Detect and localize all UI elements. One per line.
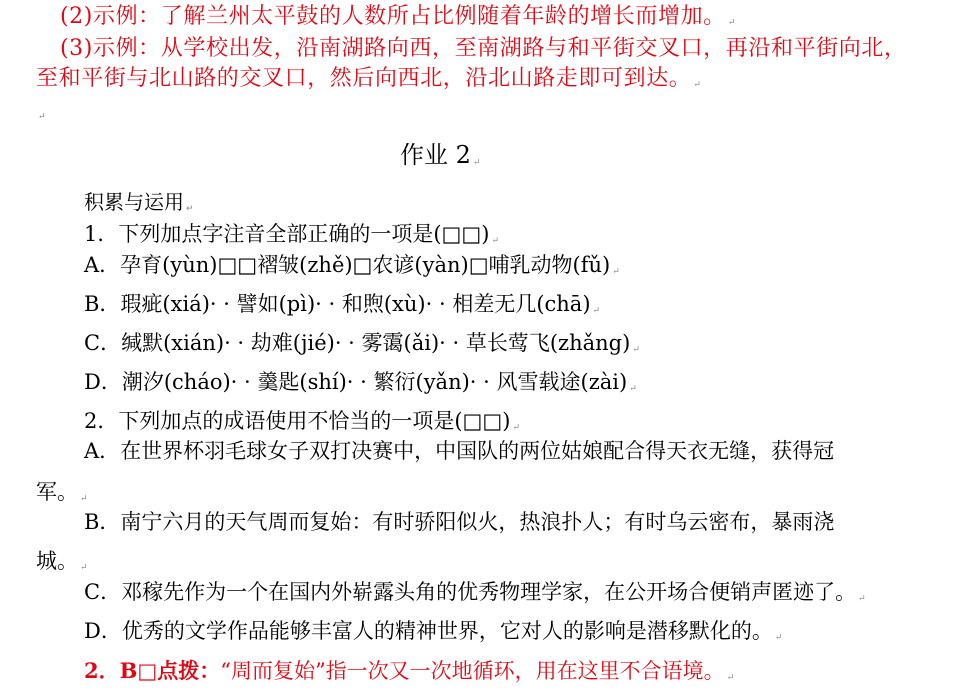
paragraph-mark-icon: ↵: [512, 423, 520, 433]
question-1-stem: 1．下列加点字注音全部正确的一项是(□□) ↵: [84, 222, 499, 246]
paragraph-mark-icon: ↵: [592, 306, 601, 316]
question-2-option-b-cont: 城。 ↵: [36, 549, 88, 573]
question-1-option-a: A．孕育(yùn)□□褶皱(zhě)□农谚(yàn)□哺乳动物(fǔ) ↵: [84, 253, 620, 277]
paragraph-mark-icon: ↵: [38, 112, 46, 122]
answer-2-line: (2)示例：了解兰州太平鼓的人数所占比例随着年龄的增长而增加。 ↵: [60, 4, 736, 29]
question-2-option-d: D．优秀的文学作品能够丰富人的精神世界，它对人的影响是潜移默化的。 ↵: [84, 619, 783, 643]
paragraph-mark-icon: ↵: [629, 384, 637, 394]
question-2-option-a-cont: 军。 ↵: [36, 480, 88, 504]
question-2-option-b: B．南宁六月的天气周而复始：有时骄阳似火，热浪扑人；有时乌云密布，暴雨浇: [84, 510, 835, 534]
question-1-option-b: B．瑕疵(xiá)· · 譬如(pì)· · 和煦(xù)· · 相差无几(chā) ↵: [84, 292, 601, 316]
question-1-option-d: D．潮汐(cháo)· · 羹匙(shí)· · 繁衍(yǎn)· · 风雪载途(zài) ↵: [84, 370, 637, 394]
paragraph-mark-icon: ↵: [80, 563, 88, 573]
paragraph-mark-icon: ↵: [186, 204, 194, 214]
paragraph-mark-icon: ↵: [80, 494, 88, 504]
paragraph-mark-icon: ↵: [491, 236, 499, 246]
question-2-option-c: C．邓稼先作为一个在国内外崭露头角的优秀物理学家，在公开场合便销声匿迹了。 ↵: [84, 580, 866, 604]
paragraph-mark-icon: ↵: [727, 18, 736, 28]
paragraph-mark-icon: ↵: [612, 267, 620, 277]
section-heading: 积累与运用 ↵: [84, 190, 194, 214]
answer-2-explanation: 2．B□点拨：“周而复始”指一次又一次地循环，用在这里不合语境。 ↵: [84, 658, 735, 683]
paragraph-mark-icon: ↵: [858, 594, 866, 604]
question-2-stem: 2．下列加点的成语使用不恰当的一项是(□□) ↵: [84, 409, 520, 433]
paragraph-mark-icon: ↵: [693, 80, 702, 90]
question-1-option-c: C．缄默(xián)· · 劫难(jié)· · 雾霭(ǎi)· · 草长莺飞(zhǎng) ↵: [84, 331, 640, 355]
answer-3-line-2: 至和平街与北山路的交叉口，然后向西北，沿北山路走即可到达。 ↵: [36, 66, 702, 91]
question-2-option-a: A．在世界杯羽毛球女子双打决赛中，中国队的两位姑娘配合得天衣无缝，获得冠: [84, 439, 835, 463]
homework-title: 作业 2 ↵: [400, 141, 481, 169]
paragraph-mark-icon: ↵: [774, 633, 783, 643]
paragraph-mark-icon: ↵: [726, 673, 735, 683]
empty-paragraph: [36, 104, 46, 120]
answer-3-line-1: (3)示例：从学校出发，沿南湖路向西，至南湖路与和平街交叉口，再沿和平街向北，: [60, 36, 907, 61]
paragraph-mark-icon: ↵: [632, 345, 640, 355]
paragraph-mark-icon: ↵: [472, 158, 481, 168]
